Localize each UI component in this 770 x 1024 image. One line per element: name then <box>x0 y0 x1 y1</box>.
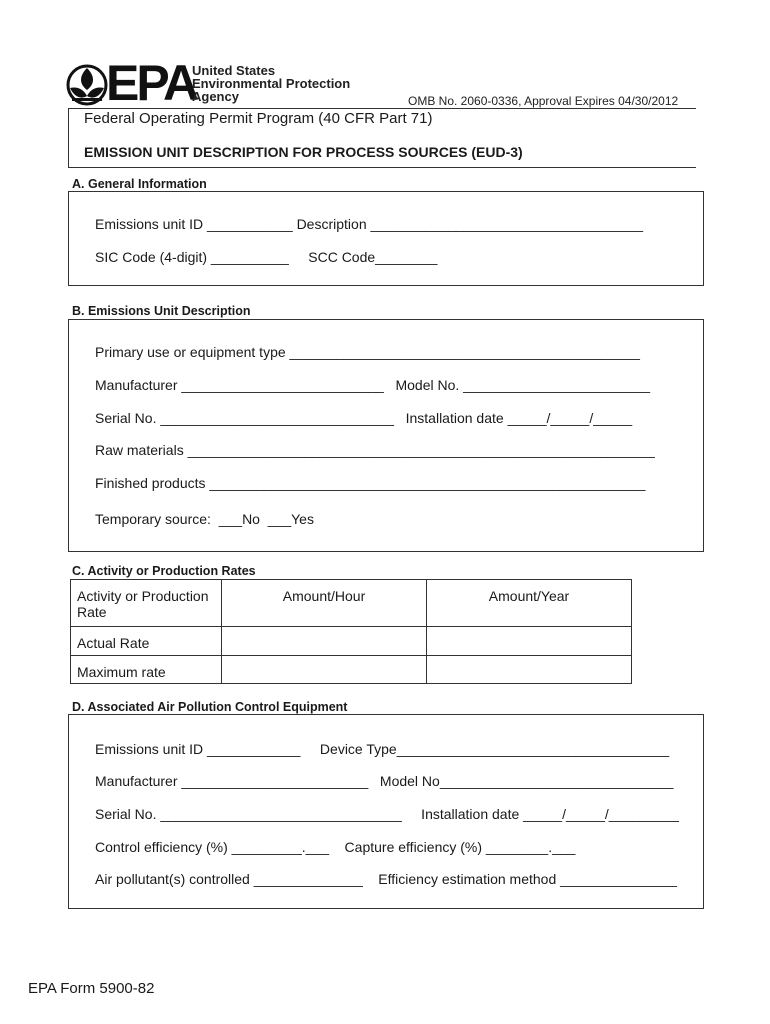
table-row <box>71 656 632 684</box>
control-serial-no-field[interactable]: Serial No. _______________________________ Installation date _____/_____/_________ <box>95 806 679 822</box>
rates-table <box>70 579 632 684</box>
omb-notice: OMB No. 2060-0336, Approval Expires 04/30/2012 <box>408 94 679 108</box>
epa-logo-text: EPA <box>106 55 197 111</box>
manufacturer-field[interactable]: Manufacturer __________________________ Model No. ________________________ <box>95 377 651 393</box>
control-efficiency-field[interactable]: Control efficiency (%) _________.___ Capture efficiency (%) ________.___ <box>95 839 576 855</box>
section-b-heading: B. Emissions Unit Description <box>72 304 251 318</box>
section-a-heading: A. General Information <box>72 177 207 191</box>
table-row <box>71 627 632 656</box>
section-d-heading: D. Associated Air Pollution Control Equipment <box>72 700 348 714</box>
header-left-rule <box>68 108 69 168</box>
maximum-rate-year-cell[interactable] <box>427 656 632 684</box>
header-top-rule <box>68 108 696 109</box>
emissions-unit-id-field[interactable]: Emissions unit ID ___________ Description ___________________________________ <box>95 216 644 232</box>
form-title: EMISSION UNIT DESCRIPTION FOR PROCESS SOURCES (EUD-3) <box>84 144 523 160</box>
table-row-label: Actual Rate <box>71 627 222 656</box>
finished-products-field[interactable]: Finished products ________________________________________________________ <box>95 475 646 491</box>
air-pollutants-field[interactable]: Air pollutant(s) controlled ______________ Efficiency estimation method _______________ <box>95 871 677 887</box>
section-c-heading: C. Activity or Production Rates <box>72 564 256 578</box>
program-title: Federal Operating Permit Program (40 CFR Part 71) <box>84 110 433 127</box>
maximum-rate-hour-cell[interactable] <box>222 656 427 684</box>
table-header-row <box>71 580 632 627</box>
table-header-cell: Activity or Production Rate <box>71 580 222 627</box>
temporary-source-field[interactable]: Temporary source: ___No ___Yes <box>95 511 314 527</box>
actual-rate-year-cell[interactable] <box>427 627 632 656</box>
raw-materials-field[interactable]: Raw materials ____________________________________________________________ <box>95 442 655 458</box>
serial-no-field[interactable]: Serial No. ______________________________ Installation date _____/_____/_____ <box>95 410 633 426</box>
section-a-box <box>68 191 704 286</box>
control-manufacturer-field[interactable]: Manufacturer ________________________ Model No______________________________ <box>95 773 674 789</box>
control-emissions-unit-id-field[interactable]: Emissions unit ID ____________ Device Type___________________________________ <box>95 741 670 757</box>
primary-use-field[interactable]: Primary use or equipment type _____________________________________________ <box>95 344 640 360</box>
agency-name: United States Environmental Protection Agency <box>192 63 351 104</box>
table-row-label: Maximum rate <box>71 656 222 684</box>
sic-code-field[interactable]: SIC Code (4-digit) __________ SCC Code________ <box>95 249 438 265</box>
epa-flower-logo-icon <box>66 64 108 106</box>
form-number: EPA Form 5900-82 <box>28 980 155 997</box>
actual-rate-hour-cell[interactable] <box>222 627 427 656</box>
table-header-cell: Amount/Year <box>427 580 632 627</box>
header-bottom-rule <box>68 167 696 168</box>
table-header-cell: Amount/Hour <box>222 580 427 627</box>
